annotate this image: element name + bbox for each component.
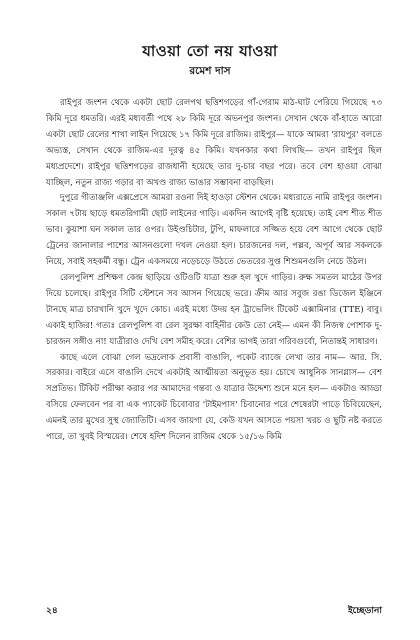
story-title: যাওয়া তো নয় যাওয়া [142, 42, 278, 60]
book-title: ইচ্ছেডানা [347, 606, 382, 616]
paragraph: কাছে এলে বোঝা গেল ভদ্রলোক প্রবাসী বাঙালি, পকেট ব্যাজে লেখা তার নাম— আর. সি. সরকার। বাইরে এসে বাঙালি দেখে একটাই আত্মীয়তা অনুভূত হয়। চোখে আধুনিক সানগ্লাস— বেশ সপ্রতিভ। টিকিট পরীক্ষা করার পর আমাদের গন্তব্য ও যাত্রার উদ্দেশ্য শুনে মনে হল— একটাও আড্ডা বসিয়ে ফেলবেন পর বা এক প্যাকেট চিবোবার 'টাইমপাস' চিবানোর পরে শেষেরটা পাড়ে চিবিয়েছেন, এমনই তার মুখের সুস্থ জ্যোতিটি। এসব জায়গা যে, কেউ যখন আসতে পয়সা খরচ ও ছুটি নষ্ট করতে পারে, তা খুবই বিস্ময়ের। শেষে হদিশ দিলেন রাজিম থেকে ১৫/১৬ কিমি [46, 352, 382, 443]
story-body [46, 96, 382, 446]
paragraph: রেলপুলিশ প্রশিক্ষণ কেন্দ্র ছাড়িয়ে ওটিওটি যাত্রা শুরু হল খুদে গাড়ির। রুক্ষ সমতল মাঠের উপর দিয়ে চলেছে। রাইপুর সিটি স্টেশনে সব আসন গিয়েছে ভরে। ক্রীম আর সবুজ রঙা ডিজেল ইঞ্জিনে টানছে মাত্র চারখানি খুদে খুদে কোচ। এরই মধ্যে উদয় হন ট্রাভেলিং টিকেট এক্সামিনার (TTE) বাবু। একাই হাজির! গত্যঃ রেলপুলিশ বা রেল সুরক্ষা বাহিনীর কেউ তো নেই— এমন কী নিজস্ব পোশাক দু-চারজন সঙ্গীও না! যাত্রীরাও দেখি বেশ সমীহ করে। বেশির ভাগই তারা গরিবগুর্বো, নিতান্তই সাধারণ। [46, 272, 382, 347]
paragraph: দুপুরে গীতাঞ্জলি এক্সপ্রেসে আমরা রওনা দিই হাওড়া স্টেশন থেকে। মধ্যরাতে নামি রাইপুর জংশন। সকাল ৭টায় ছাড়ে ধমতরিগামী ছোট লাইনের গাড়ি। একদিন আগেই বৃষ্টি হয়েছে। তাই বেশ শীত শীত ভাব। কুয়াশা ঘন সকাল তার ওপর। উইণ্ডচিটার, টুপি, মাফলারে সজ্জিত হয়ে বেশ আগে থেকে ছোট ট্রেনের জানালার পাশের আসনগুলো দখল নেওয়া হল। চারজনের দল, পল্লব, অপূর্ব আর সকলকে নিয়ে, সবাই সহকর্মী বন্ধু। ট্রেন একসময়ে নড়েচড়ে উঠতে ভেতরের সুপ্ত শিশুমনগুলি নেচে উঠল। [46, 193, 382, 268]
author-name: রমেশ দাস [189, 65, 231, 77]
page-number: ২৪ [46, 606, 58, 616]
paragraph: রাইপুর জংশন থেকে একটা ছোট রেলপথ ছত্তিশগড়ের গাঁ-গেরাম মাঠ-ঘাট পেরিয়ে গিয়েছে ৭৩ কিমি দূরে ধমতরি। এরই মধ্যবর্তী পথে ২৮ কিমি দূরে অভনপুর জংশন। সেখান থেকে বাঁ-হাতে আরো একটা ছোট রেলের শাখা লাইন গিয়েছে ১৭ কিমি দূরে রাজিম। রাইপুর— যাকে আমরা 'রায়পুর' বলতে অভ্যস্ত, সেখান থেকে রাজিম-এর দূরত্ব ৪৫ কিমি। যখনকার কথা লিখছি— তখন রাইপুর ছিল মধ্যপ্রদেশে। রাইপুর ছত্তিশগড়ের রাজধানী হয়েছে তার দু-চার বছর পরে। তবে বেশ হাওয়া বোঝা যাচ্ছিল, নতুন রাজ্য গড়ার বা অখণ্ড রাজ্য ভাঙার সম্ভাবনা বাড়ছিল। [46, 98, 382, 188]
